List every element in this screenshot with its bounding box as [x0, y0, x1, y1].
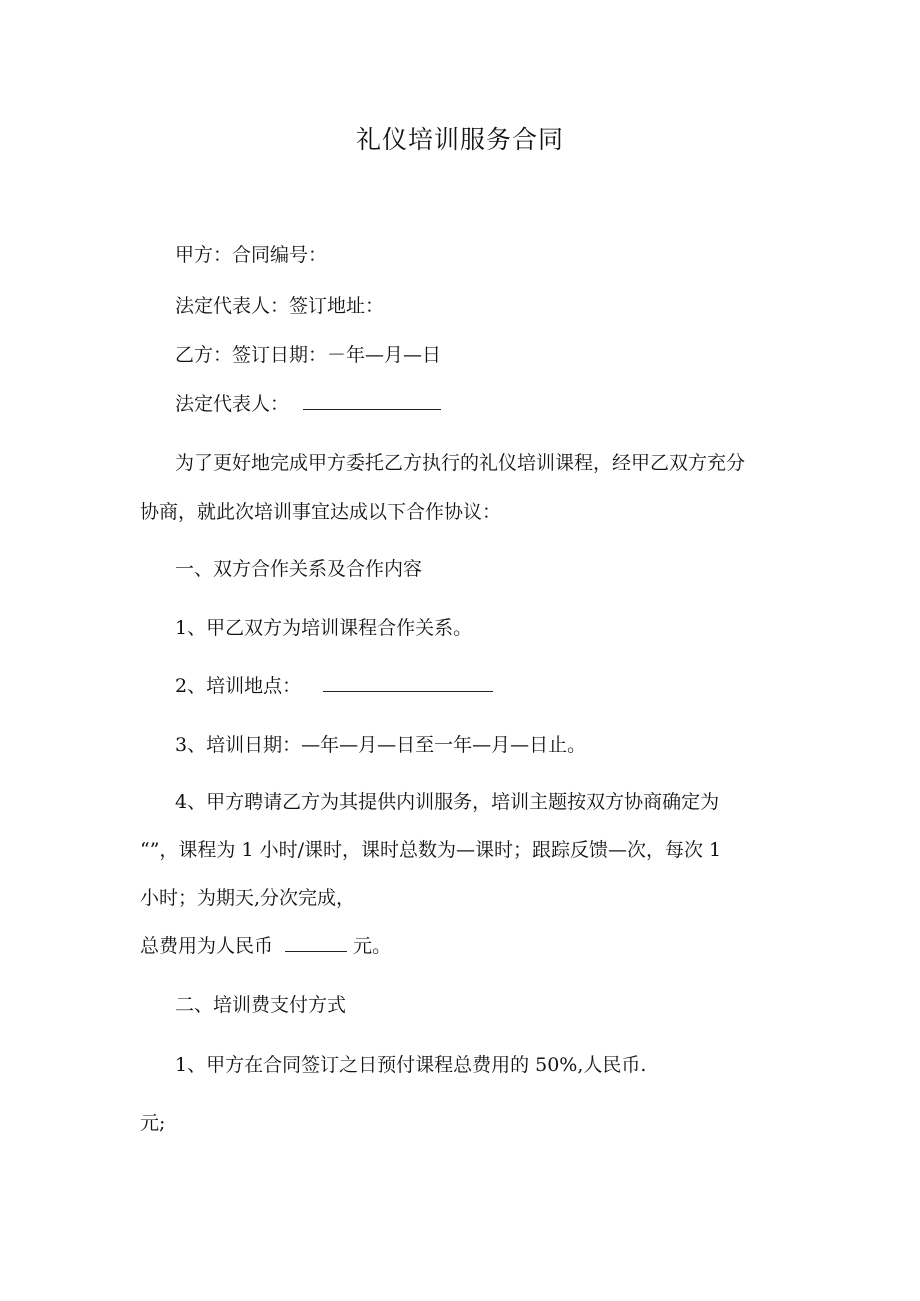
section-1-item-3: 3、培训日期：—年—月—日至一年—月—日止。: [175, 734, 587, 756]
total-fee-line: [140, 934, 391, 958]
section-1-item-4-line-2: “”，课程为 1 小时/课时，课时总数为—课时；跟踪反馈—次，每次 1: [140, 839, 722, 861]
training-location-label: 2、培训地点：: [175, 675, 302, 697]
legal-rep-label: 法定代表人：: [175, 393, 290, 415]
section-1-item-4-line-1: 4、甲方聘请乙方为其提供内训服务，培训主题按双方协商确定为: [175, 791, 720, 813]
document-title: 礼仪培训服务合同: [355, 125, 564, 154]
intro-line-2: 协商，就此次培训事宜达成以下合作协议：: [140, 501, 502, 523]
total-fee-suffix: 元。: [353, 935, 392, 957]
legal-rep-line-2: [175, 392, 441, 416]
section-1-item-4-line-3: 小时；为期天,分次完成，: [140, 887, 356, 909]
section-2-heading: 二、培训费支付方式: [175, 994, 347, 1016]
total-fee-blank: [285, 935, 347, 952]
party-b-line: 乙方：签订日期：－年—月—日: [175, 344, 442, 366]
party-a-line: 甲方：合同编号：: [175, 244, 328, 266]
training-location-blank: [323, 675, 493, 692]
legal-rep-blank: [303, 393, 441, 410]
total-fee-prefix: 总费用为人民币: [140, 935, 274, 957]
section-1-heading: 一、双方合作关系及合作内容: [175, 558, 423, 580]
section-2-item-1-continued: 元;: [140, 1112, 166, 1134]
legal-rep-line-1: 法定代表人：签订地址：: [175, 295, 385, 317]
section-1-item-2: [175, 674, 493, 698]
section-1-item-1: 1、甲乙双方为培训课程合作关系。: [175, 617, 473, 639]
intro-line-1: 为了更好地完成甲方委托乙方执行的礼仪培训课程，经甲乙双方充分: [175, 452, 746, 474]
section-2-item-1: 1、甲方在合同签订之日预付课程总费用的 50%,人民币.: [175, 1054, 647, 1076]
